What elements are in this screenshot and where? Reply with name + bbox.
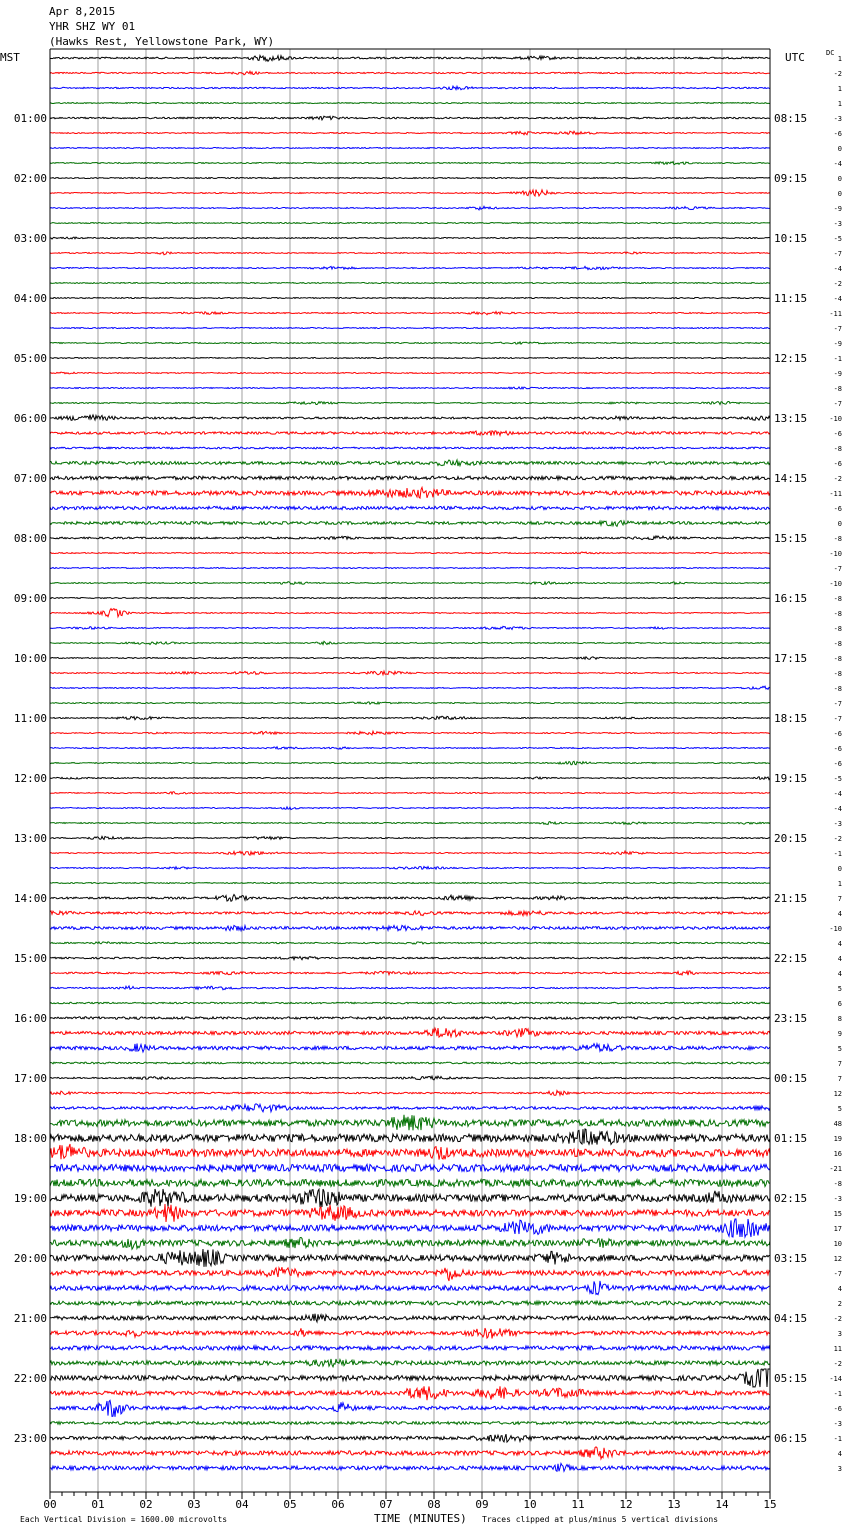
seismic-trace <box>50 807 770 810</box>
local-hour-label: 12:00 <box>13 772 47 785</box>
dc-offset-label: 7 <box>837 1060 842 1068</box>
x-tick-label: 02 <box>139 1498 153 1511</box>
dc-offset-label: 0 <box>837 175 842 183</box>
seismic-trace <box>50 342 770 344</box>
seismic-trace <box>50 1219 770 1237</box>
dc-offset-label: -1 <box>833 355 842 363</box>
dc-offset-label: 1 <box>837 100 842 108</box>
vertical-scale-note: Each Vertical Division = 1600.00 microvolts <box>20 1515 228 1524</box>
dc-offset-label: -21 <box>829 1165 842 1173</box>
dc-offset-label: -3 <box>833 820 842 828</box>
dc-offset-label: -8 <box>833 445 842 453</box>
dc-offset-label: -9 <box>833 370 842 378</box>
x-tick-label: 06 <box>331 1498 345 1511</box>
dc-offset-label: -2 <box>833 1360 842 1368</box>
dc-offset-label: -7 <box>833 700 842 708</box>
seismic-trace <box>50 402 770 405</box>
utc-hour-label: 08:15 <box>774 112 808 125</box>
dc-offset-label: -2 <box>833 835 842 843</box>
seismic-trace <box>50 1434 770 1442</box>
seismic-trace <box>50 1028 770 1037</box>
local-hour-label: 20:00 <box>13 1252 47 1265</box>
seismic-traces <box>50 56 770 1472</box>
dc-offset-label: 0 <box>837 145 842 153</box>
utc-hour-label: 13:15 <box>774 412 808 425</box>
seismic-trace <box>50 883 770 884</box>
dc-offset-label: -6 <box>833 460 842 468</box>
seismic-trace <box>50 1189 770 1207</box>
dc-offset-label: -3 <box>833 115 842 123</box>
seismic-trace <box>50 895 770 902</box>
x-tick-label: 08 <box>427 1498 441 1511</box>
utc-hour-label: 01:15 <box>774 1132 808 1145</box>
dc-offset-label: -8 <box>833 655 842 663</box>
station-location: (Hawks Rest, Yellowstone Park, WY) <box>49 35 275 48</box>
x-tick-label: 12 <box>619 1498 633 1511</box>
seismic-trace <box>50 1369 770 1387</box>
utc-hour-label: 11:15 <box>774 292 808 305</box>
dc-offset-label: -7 <box>833 325 842 333</box>
seismic-trace <box>50 836 770 839</box>
seismic-trace <box>50 1104 770 1112</box>
local-hour-label: 11:00 <box>13 712 47 725</box>
station-code: YHR SHZ WY 01 <box>49 20 136 33</box>
seismic-trace <box>50 387 770 389</box>
utc-hour-label: 16:15 <box>774 592 808 605</box>
local-hour-label: 16:00 <box>13 1012 47 1025</box>
utc-hour-label: 10:15 <box>774 232 808 245</box>
dc-offset-label: -8 <box>833 670 842 678</box>
dc-offset-label: -7 <box>833 250 842 258</box>
dc-offset-label: 3 <box>837 1465 842 1473</box>
dc-offset-label: 5 <box>837 985 842 993</box>
seismic-trace <box>50 1164 770 1171</box>
dc-offset-label: -3 <box>833 220 842 228</box>
dc-offset-label: 48 <box>833 1120 842 1128</box>
seismic-trace <box>50 598 770 599</box>
seismic-trace <box>50 162 770 165</box>
seismic-trace <box>50 1091 770 1096</box>
seismic-trace <box>50 1237 770 1249</box>
axis-labels <box>14 55 842 1511</box>
utc-hour-label: 05:15 <box>774 1372 808 1385</box>
dc-offset-label: 5 <box>837 1105 842 1113</box>
x-tick-label: 01 <box>91 1498 105 1511</box>
dc-offset-label: -11 <box>829 310 842 318</box>
seismic-trace <box>50 460 770 466</box>
dc-offset-label: -4 <box>833 790 842 798</box>
seismic-trace <box>50 56 770 62</box>
local-hour-label: 01:00 <box>13 112 47 125</box>
seismic-trace <box>50 190 770 196</box>
seismic-trace <box>50 1002 770 1004</box>
dc-offset-label: 1 <box>837 55 842 63</box>
dc-offset-label: 15 <box>833 1210 842 1218</box>
seismic-trace <box>50 1359 770 1367</box>
seismic-trace <box>50 1044 770 1053</box>
x-tick-label: 09 <box>475 1498 489 1511</box>
utc-hour-label: 15:15 <box>774 532 808 545</box>
dc-offset-label: -6 <box>833 730 842 738</box>
dc-offset-label: -7 <box>833 715 842 723</box>
seismic-trace <box>50 1267 770 1281</box>
seismic-trace <box>50 1281 770 1295</box>
dc-offset-label: -1 <box>833 1435 842 1443</box>
seismic-trace <box>50 716 770 720</box>
dc-offset-label: 4 <box>837 970 842 978</box>
seismic-trace <box>50 609 770 617</box>
seismic-trace <box>50 237 770 239</box>
seismic-trace <box>50 266 770 269</box>
seismic-trace <box>50 447 770 449</box>
seismic-trace <box>50 851 770 855</box>
local-hour-label: 23:00 <box>13 1432 47 1445</box>
x-tick-label: 04 <box>235 1498 249 1511</box>
utc-hour-label: 00:15 <box>774 1072 808 1085</box>
seismic-trace <box>50 1422 770 1425</box>
local-hour-label: 08:00 <box>13 532 47 545</box>
x-tick-label: 07 <box>379 1498 393 1511</box>
x-tick-label: 14 <box>715 1498 729 1511</box>
dc-offset-label: -6 <box>833 430 842 438</box>
dc-offset-label: -3 <box>833 1420 842 1428</box>
seismic-trace <box>50 957 770 960</box>
seismic-trace <box>50 942 770 944</box>
record-date: Apr 8,2015 <box>49 5 116 18</box>
seismic-trace <box>50 761 770 765</box>
seismic-trace <box>50 1076 770 1080</box>
local-hour-label: 21:00 <box>13 1312 47 1325</box>
dc-offset-label: -6 <box>833 760 842 768</box>
utc-hour-label: 14:15 <box>774 472 808 485</box>
seismic-trace <box>50 1204 770 1222</box>
seismic-trace <box>50 283 770 284</box>
seismic-trace <box>50 1115 770 1131</box>
dc-offset-label: -7 <box>833 1270 842 1278</box>
local-hour-label: 17:00 <box>13 1072 47 1085</box>
local-hour-label: 09:00 <box>13 592 47 605</box>
seismic-trace <box>50 223 770 224</box>
x-tick-label: 10 <box>523 1498 537 1511</box>
seismic-trace <box>50 178 770 179</box>
local-hour-label: 02:00 <box>13 172 47 185</box>
dc-offset-label: 12 <box>833 1090 842 1098</box>
local-hour-label: 07:00 <box>13 472 47 485</box>
clipping-note: Traces clipped at plus/minus 5 vertical divisions <box>482 1515 719 1524</box>
local-hour-label: 13:00 <box>13 832 47 845</box>
x-tick-label: 11 <box>571 1498 585 1511</box>
dc-offset-label: -8 <box>833 1180 842 1188</box>
seismic-trace <box>50 1386 770 1400</box>
x-axis-title: TIME (MINUTES) <box>374 1512 467 1525</box>
seismic-trace <box>50 568 770 569</box>
local-hour-label: 22:00 <box>13 1372 47 1385</box>
x-tick-label: 03 <box>187 1498 201 1511</box>
dc-offset-label: 7 <box>837 895 842 903</box>
utc-time-zone-label: UTC <box>785 51 805 64</box>
dc-offset-label: 8 <box>837 1015 842 1023</box>
seismic-trace <box>50 986 770 990</box>
dc-offset-label: -8 <box>833 640 842 648</box>
dc-offset-label: 4 <box>837 910 842 918</box>
dc-offset-label: -4 <box>833 295 842 303</box>
dc-offset-label: -2 <box>833 70 842 78</box>
dc-offset-label: -3 <box>833 1195 842 1203</box>
seismic-trace <box>50 626 770 629</box>
dc-offset-label: -10 <box>829 580 842 588</box>
seismic-trace <box>50 1017 770 1019</box>
utc-hour-label: 20:15 <box>774 832 808 845</box>
dc-offset-label: -14 <box>829 1375 842 1383</box>
seismic-trace <box>50 1062 770 1064</box>
seismic-trace <box>50 731 770 735</box>
dc-offset-label: -8 <box>833 535 842 543</box>
local-hour-label: 15:00 <box>13 952 47 965</box>
seismic-trace <box>50 116 770 120</box>
local-hour-label: 04:00 <box>13 292 47 305</box>
utc-hour-label: 06:15 <box>774 1432 808 1445</box>
seismic-trace <box>50 487 770 498</box>
seismic-trace <box>50 641 770 644</box>
dc-offset-label: -1 <box>833 850 842 858</box>
dc-offset-label: 0 <box>837 865 842 873</box>
dc-offset-label: -8 <box>833 625 842 633</box>
utc-hour-label: 03:15 <box>774 1252 808 1265</box>
dc-offset-label: -2 <box>833 475 842 483</box>
seismic-trace <box>50 1328 770 1338</box>
dc-offset-label: -5 <box>833 235 842 243</box>
x-tick-label: 15 <box>763 1498 777 1511</box>
dc-offset-label: -4 <box>833 265 842 273</box>
seismic-trace <box>50 476 770 480</box>
seismic-trace <box>50 582 770 585</box>
seismic-trace <box>50 1447 770 1459</box>
dc-offset-label: -2 <box>833 280 842 288</box>
dc-offset-label: -10 <box>829 550 842 558</box>
dc-offset-label: -1 <box>833 1390 842 1398</box>
seismic-trace <box>50 686 770 689</box>
local-hour-label: 06:00 <box>13 412 47 425</box>
seismic-trace <box>50 747 770 749</box>
seismic-trace <box>50 536 770 540</box>
seismic-trace <box>50 1179 770 1186</box>
seismic-trace <box>50 552 770 554</box>
utc-hour-label: 19:15 <box>774 772 808 785</box>
x-tick-label: 00 <box>43 1498 57 1511</box>
seismic-trace <box>50 298 770 299</box>
seismic-trace <box>50 1463 770 1471</box>
local-hour-label: 19:00 <box>13 1192 47 1205</box>
seismic-trace <box>50 252 770 255</box>
dc-offset-label: -6 <box>833 130 842 138</box>
plot-frame <box>50 49 770 1499</box>
dc-offset-label: -6 <box>833 505 842 513</box>
dc-offset-label: -10 <box>829 925 842 933</box>
dc-offset-label: 1 <box>837 880 842 888</box>
utc-hour-label: 22:15 <box>774 952 808 965</box>
dc-offset-label: 6 <box>837 1000 842 1008</box>
dc-offset-label: 0 <box>837 190 842 198</box>
dc-offset-label: 4 <box>837 940 842 948</box>
seismic-trace <box>50 312 770 315</box>
dc-offset-label: -7 <box>833 400 842 408</box>
seismic-trace <box>50 148 770 149</box>
seismic-trace <box>50 372 770 374</box>
local-hour-label: 05:00 <box>13 352 47 365</box>
dc-offset-label: 3 <box>837 1330 842 1338</box>
seismic-trace <box>50 702 770 704</box>
seismic-trace <box>50 431 770 436</box>
x-tick-label: 13 <box>667 1498 681 1511</box>
seismic-trace <box>50 103 770 104</box>
dc-offset-label: -8 <box>833 685 842 693</box>
dc-offset-label: -8 <box>833 595 842 603</box>
dc-offset-label: 1 <box>837 85 842 93</box>
utc-hour-label: 21:15 <box>774 892 808 905</box>
seismic-trace <box>50 1314 770 1322</box>
dc-offset-label: 2 <box>837 1300 842 1308</box>
dc-offset-header: DC <box>826 49 835 57</box>
dc-offset-label: 7 <box>837 1075 842 1083</box>
dc-offset-label: -11 <box>829 490 842 498</box>
dc-offset-label: -2 <box>833 1315 842 1323</box>
seismic-trace <box>50 86 770 90</box>
dc-offset-label: 4 <box>837 1450 842 1458</box>
dc-offset-label: 10 <box>833 1240 842 1248</box>
seismic-trace <box>50 1144 770 1160</box>
local-hour-label: 14:00 <box>13 892 47 905</box>
seismic-trace <box>50 792 770 794</box>
dc-offset-label: 4 <box>837 1285 842 1293</box>
local-time-zone-label: MST <box>0 51 20 64</box>
dc-offset-label: -5 <box>833 775 842 783</box>
minute-grid-lines <box>98 49 722 1492</box>
dc-offset-label: -9 <box>833 340 842 348</box>
seismic-trace <box>50 206 770 210</box>
dc-offset-label: -9 <box>833 205 842 213</box>
local-hour-label: 18:00 <box>13 1132 47 1145</box>
seismic-trace <box>50 1346 770 1350</box>
dc-offset-label: -4 <box>833 160 842 168</box>
seismic-trace <box>50 328 770 329</box>
seismic-trace <box>50 822 770 825</box>
x-tick-label: 05 <box>283 1498 297 1511</box>
seismic-trace <box>50 415 770 421</box>
dc-offset-label: 17 <box>833 1225 842 1233</box>
local-hour-label: 10:00 <box>13 652 47 665</box>
seismic-trace <box>50 925 770 930</box>
seismic-trace <box>50 1249 770 1267</box>
dc-offset-label: -10 <box>829 415 842 423</box>
utc-hour-label: 12:15 <box>774 352 808 365</box>
dc-offset-label: -4 <box>833 805 842 813</box>
local-hour-label: 03:00 <box>13 232 47 245</box>
dc-offset-label: -7 <box>833 565 842 573</box>
dc-offset-label: 5 <box>837 1045 842 1053</box>
dc-offset-label: 16 <box>833 1150 842 1158</box>
dc-offset-label: -8 <box>833 610 842 618</box>
dc-offset-label: -8 <box>833 385 842 393</box>
seismic-trace <box>50 71 770 75</box>
dc-offset-label: 9 <box>837 1030 842 1038</box>
seismic-trace <box>50 1400 770 1416</box>
seismic-trace <box>50 521 770 527</box>
utc-hour-label: 23:15 <box>774 1012 808 1025</box>
dc-offset-label: 0 <box>837 520 842 528</box>
utc-hour-label: 04:15 <box>774 1312 808 1325</box>
utc-hour-label: 17:15 <box>774 652 808 665</box>
dc-offset-label: 12 <box>833 1255 842 1263</box>
seismic-trace <box>50 867 770 870</box>
seismic-trace <box>50 131 770 135</box>
dc-offset-label: 4 <box>837 955 842 963</box>
utc-hour-label: 02:15 <box>774 1192 808 1205</box>
seismic-trace <box>50 358 770 359</box>
seismic-trace <box>50 1129 770 1145</box>
utc-hour-label: 09:15 <box>774 172 808 185</box>
seismic-trace <box>50 777 770 780</box>
seismic-trace <box>50 657 770 660</box>
dc-offset-label: -6 <box>833 745 842 753</box>
seismic-trace <box>50 1301 770 1305</box>
dc-offset-label: -6 <box>833 1405 842 1413</box>
seismic-trace <box>50 971 770 975</box>
seismic-trace <box>50 506 770 509</box>
dc-offset-label: 11 <box>833 1345 842 1353</box>
seismic-trace <box>50 911 770 916</box>
dc-offset-label: 19 <box>833 1135 842 1143</box>
seismic-trace <box>50 671 770 675</box>
utc-hour-label: 18:15 <box>774 712 808 725</box>
